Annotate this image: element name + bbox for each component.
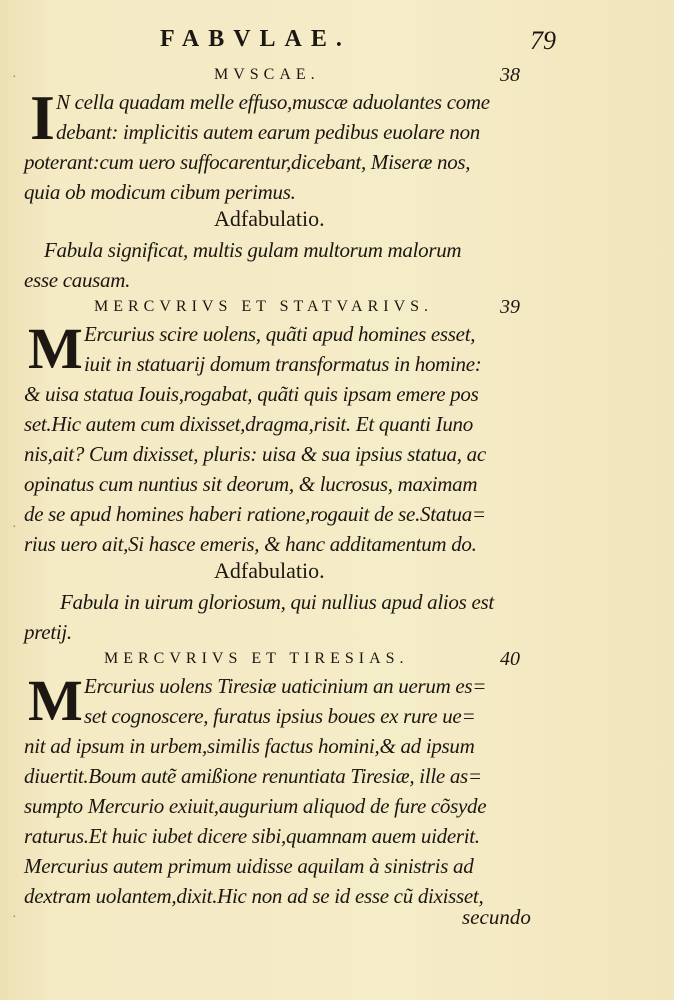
fable-38 xyxy=(0,64,674,292)
fable-title: MERCVRIVS ET TIRESIAS. xyxy=(104,650,409,667)
fable-header xyxy=(0,650,674,674)
text-line: dextram uolantem,dixit.Hic non ad se id esse cũ dixisset, xyxy=(24,884,484,908)
margin-mark: · xyxy=(12,910,17,925)
fable-header xyxy=(0,66,674,90)
fable-title: MERCVRIVS ET STATVARIVS. xyxy=(94,298,434,315)
text-line: nit ad ipsum in urbem,similis factus homini,& ad ipsum xyxy=(24,734,475,758)
text-line: & uisa statua Iouis,rogabat, quãti quis ipsam emere pos xyxy=(24,382,479,406)
text-line: poterant:cum uero suffocarentur,dicebant, Miseræ nos, xyxy=(24,150,471,174)
fable-40 xyxy=(0,648,674,908)
margin-mark: · xyxy=(12,70,17,85)
catchword: secundo xyxy=(462,905,531,929)
text-line: nis,ait? Cum dixisset, pluris: uisa & sua ipsius statua, ac xyxy=(24,442,486,466)
text-line: Ercurius scire uolens, quãti apud homines esset, xyxy=(84,322,476,346)
fable-title: MVSCAE. xyxy=(214,66,320,83)
text-line: iuit in statuarij domum transformatus in homine: xyxy=(84,352,482,376)
moral-line: Fabula in uirum gloriosum, qui nullius apud alios est xyxy=(60,590,494,614)
running-head xyxy=(0,26,674,56)
text-line: raturus.Et huic iubet dicere sibi,quamnam auem uiderit. xyxy=(24,824,480,848)
fable-number: 39 xyxy=(500,296,520,318)
margin-mark: · xyxy=(12,520,17,535)
text-line: debant: implicitis autem earum pedibus euolare non xyxy=(56,120,480,144)
text-line: diuertit.Boum autẽ amißione renuntiata Tiresiæ, ille as= xyxy=(24,764,482,788)
text-line: Mercurius autem primum uidisse aquilam à sinistris ad xyxy=(24,854,474,878)
text-line: set cognoscere, furatus ipsius boues ex rure ue= xyxy=(84,704,476,728)
text-line: quia ob modicum cibum perimus. xyxy=(24,180,296,204)
text-line: N cella quadam melle effuso,muscæ aduolantes come xyxy=(56,90,490,114)
moral-line: esse causam. xyxy=(24,268,131,292)
moral-heading: Adfabulatio. xyxy=(214,558,325,583)
drop-cap-initial: I xyxy=(30,82,55,153)
moral-line: pretij. xyxy=(24,620,72,644)
text-line: de se apud homines haberi ratione,rogauit de se.Statua= xyxy=(24,502,486,526)
text-line: rius uero ait,Si hasce emeris, & hanc additamentum do. xyxy=(24,532,477,556)
text-line: Ercurius uolens Tiresiæ uaticinium an uerum es= xyxy=(84,674,487,698)
fable-header xyxy=(0,298,674,322)
moral-line: Fabula significat, multis gulam multorum malorum xyxy=(44,238,462,262)
moral-heading: Adfabulatio. xyxy=(214,206,325,231)
page-number: 79 xyxy=(530,26,556,55)
text-line: opinatus cum nuntius sit deorum, & lucrosus, maximam xyxy=(24,472,478,496)
drop-cap-initial: M xyxy=(28,316,83,381)
running-title: FABVLAE. xyxy=(160,26,351,52)
text-line: sumpto Mercurio exiuit,augurium aliquod de fure cõsyde xyxy=(24,794,487,818)
fable-39 xyxy=(0,296,674,644)
fable-number: 40 xyxy=(500,648,520,670)
drop-cap-initial: M xyxy=(28,668,83,733)
text-line: set.Hic autem cum dixisset,dragma,risit. Et quanti Iuno xyxy=(24,412,473,436)
fable-number: 38 xyxy=(500,64,520,86)
